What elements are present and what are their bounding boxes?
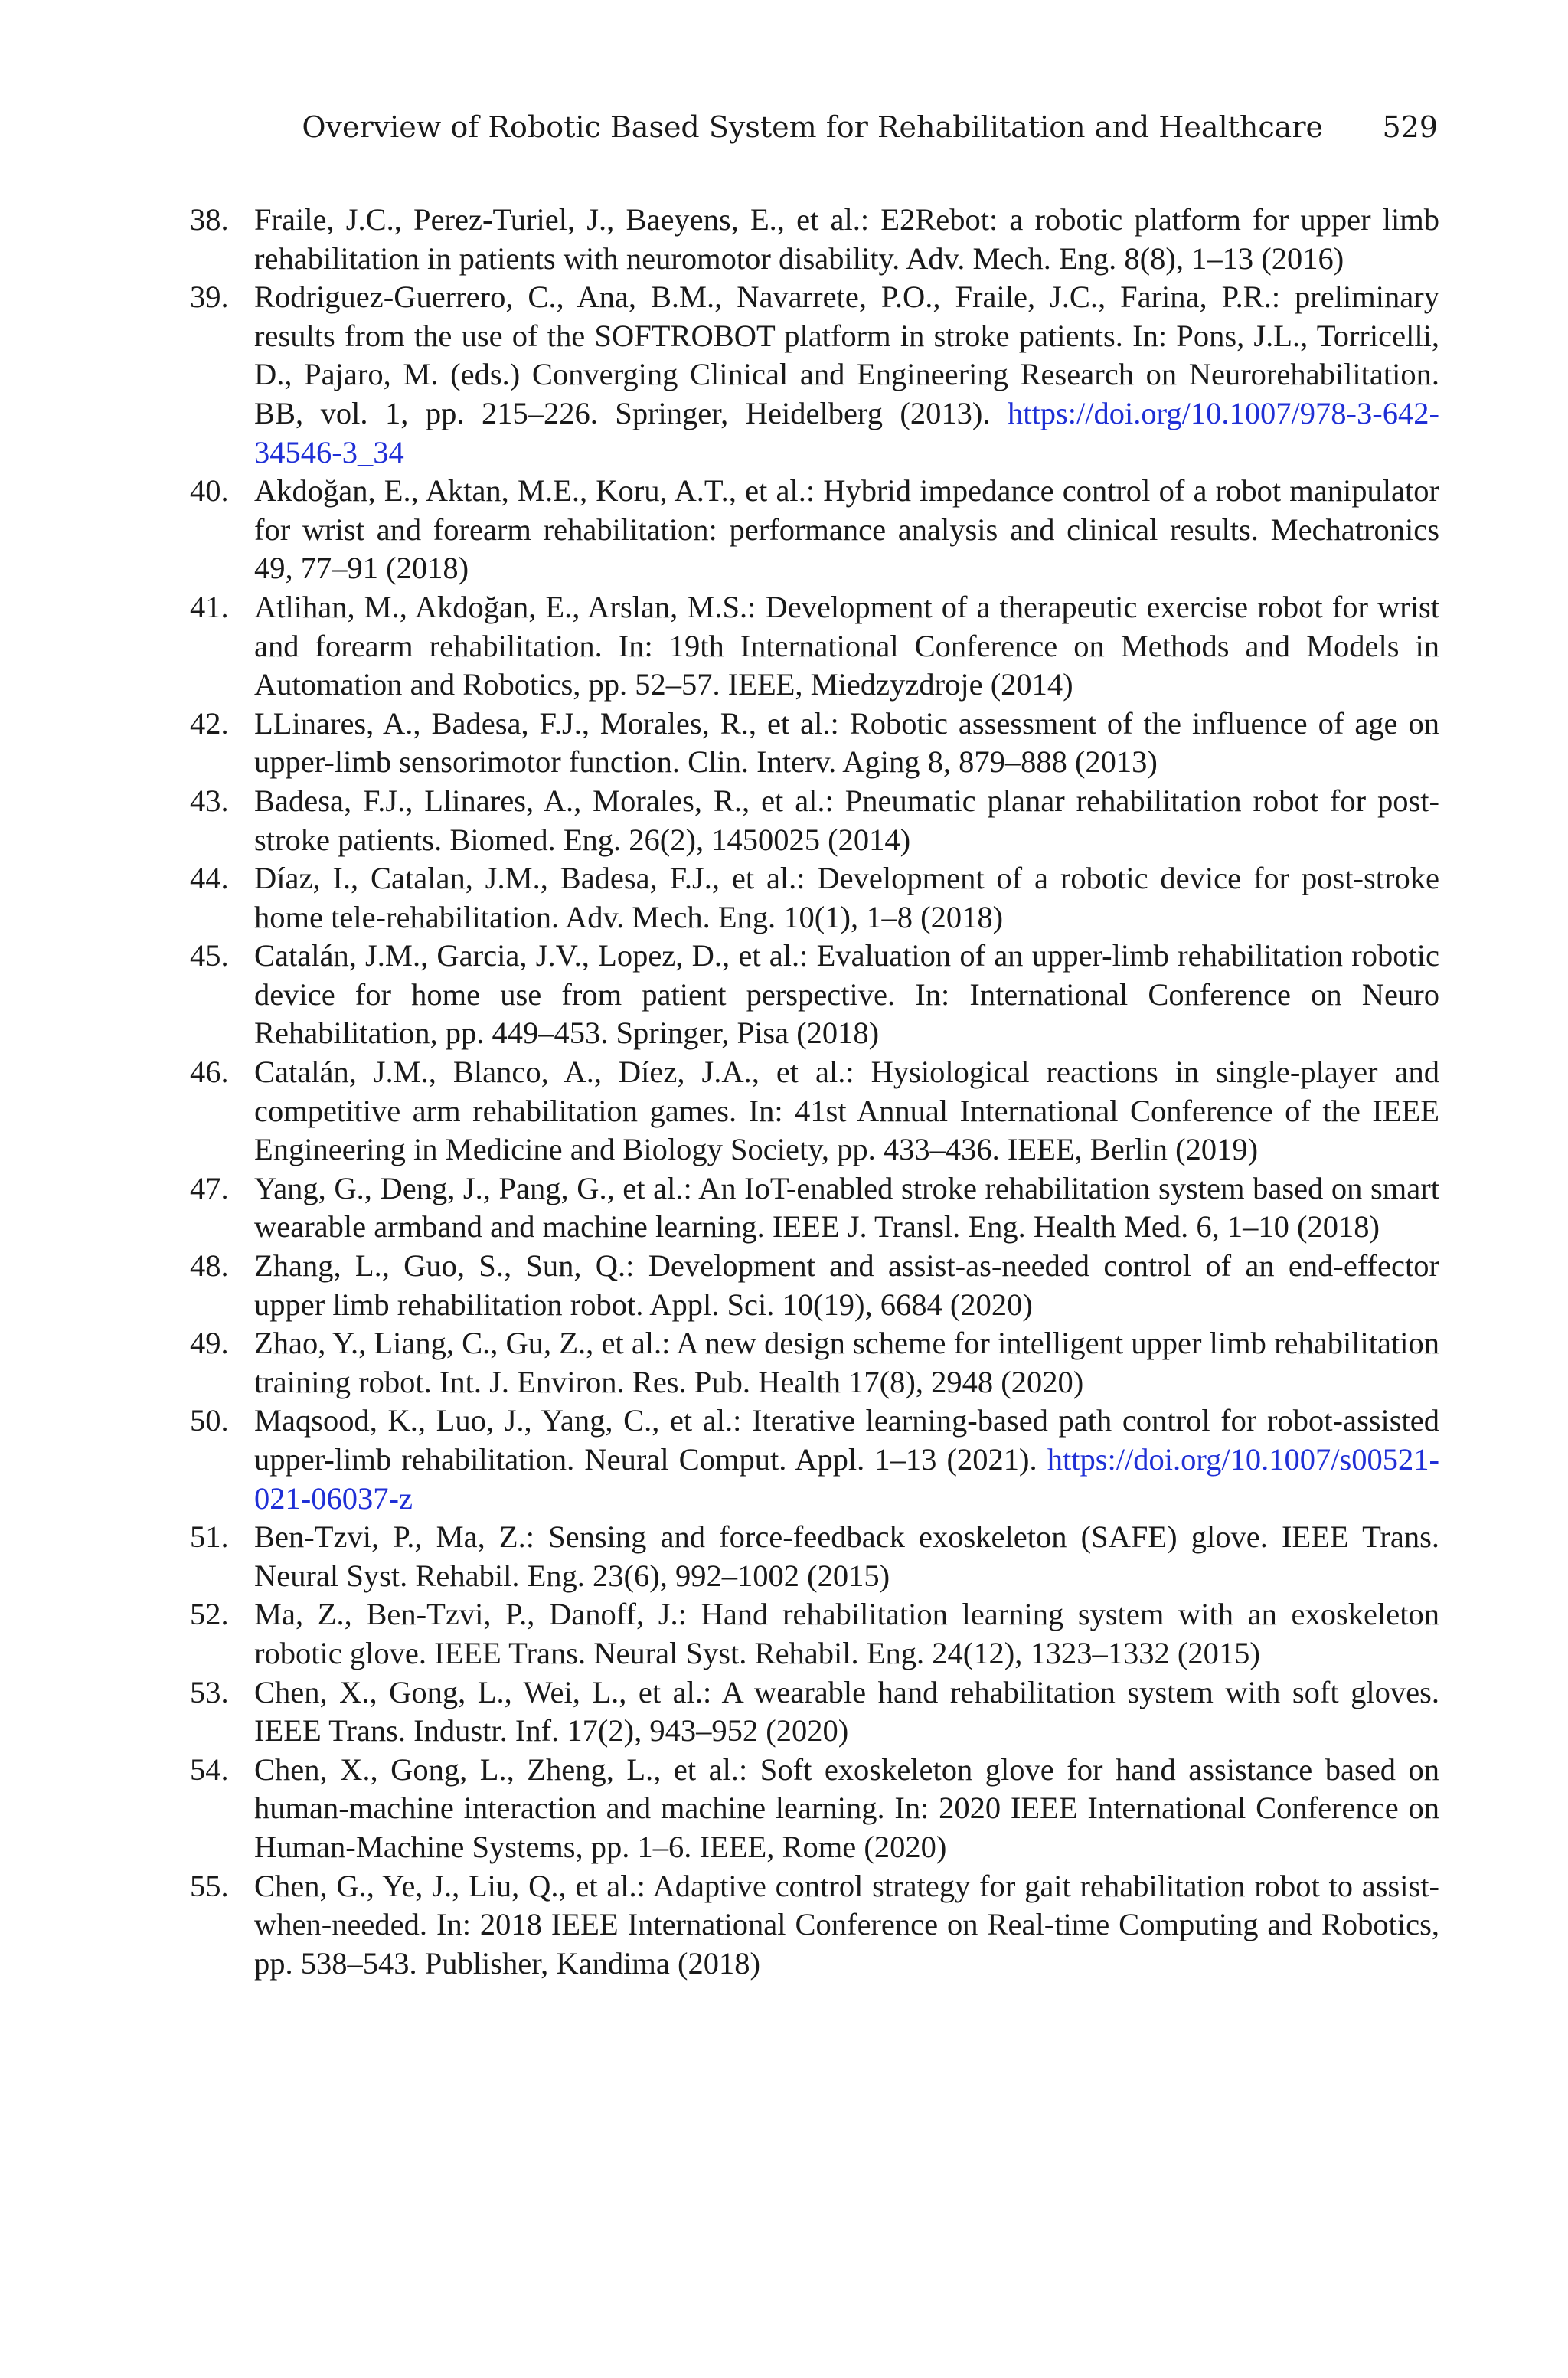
reference-item [190, 705, 1439, 782]
doi-link[interactable]: https://doi.org/10.1007/s00521-021-06037-z [254, 1442, 1439, 1516]
reference-text: Fraile, J.C., Perez-Turiel, J., Baeyens, E., et al.: E2Rebot: a robotic platform for upper limb rehabilitation in patients with neuromotor disability. Adv. Mech. Eng. 8(8), 1–13 (2016) [254, 202, 1439, 276]
reference-number: 53. [190, 1674, 229, 1709]
reference-text: Zhang, L., Guo, S., Sun, Q.: Development and assist-as-needed control of an end-effector upper limb rehabilitation robot. Appl. Sci. 10(19), 6684 (2020) [254, 1248, 1439, 1322]
reference-text: LLinares, A., Badesa, F.J., Morales, R., et al.: Robotic assessment of the influence of age on upper-limb sensorimotor function. Clin. Interv. Aging 8, 879–888 (2013) [254, 705, 1439, 780]
running-head [253, 104, 1438, 150]
reference-item [190, 859, 1439, 937]
reference-number: 51. [190, 1519, 229, 1555]
reference-item [190, 278, 1439, 472]
reference-text: Yang, G., Deng, J., Pang, G., et al.: An IoT-enabled stroke rehabilitation system based on smart wearable armband and machine learning. IEEE J. Transl. Eng. Health Med. 6, 1–10 (2018) [254, 1170, 1439, 1245]
reference-text: Catalán, J.M., Garcia, J.V., Lopez, D., et al.: Evaluation of an upper-limb rehabilitation robotic device for home use from patient perspective. In: International Conference on Neuro Rehabilitation, pp. 449–453. Springer, Pisa (2018) [254, 938, 1439, 1051]
reference-item [190, 1673, 1439, 1751]
reference-number: 48. [190, 1248, 229, 1284]
reference-item [190, 201, 1439, 278]
reference-item [190, 937, 1439, 1053]
reference-item [190, 1518, 1439, 1595]
reference-number: 52. [190, 1597, 229, 1632]
reference-list [190, 201, 1439, 1983]
reference-number: 47. [190, 1170, 229, 1205]
reference-item [190, 472, 1439, 588]
reference-number: 38. [190, 202, 229, 237]
reference-text: Ben-Tzvi, P., Ma, Z.: Sensing and force-feedback exoskeleton (SAFE) glove. IEEE Trans. Neural Syst. Rehabil. Eng. 23(6), 992–1002 (2015) [254, 1519, 1439, 1593]
reference-item [190, 1247, 1439, 1324]
reference-text: Atlihan, M., Akdoğan, E., Arslan, M.S.: Development of a therapeutic exercise robot for wrist and forearm rehabilitation. In: 19th International Conference on Methods and Models in Automation and Robotics, pp. 52–57. IEEE, Miedzyzdroje (2014) [254, 589, 1439, 702]
page-number: 529 [1382, 110, 1438, 144]
reference-number: 45. [190, 938, 229, 973]
reference-item [190, 1053, 1439, 1169]
reference-item [190, 588, 1439, 705]
reference-number: 46. [190, 1055, 229, 1090]
reference-item [190, 1169, 1439, 1247]
reference-text: Maqsood, K., Luo, J., Yang, C., et al.: Iterative learning-based path control for robot-assisted upper-limb rehabilitation. Neural Comput. Appl. 1–13 (2021). [254, 1403, 1439, 1477]
reference-number: 49. [190, 1326, 229, 1361]
reference-number: 43. [190, 783, 229, 818]
reference-number: 50. [190, 1403, 229, 1438]
reference-item [190, 1595, 1439, 1673]
running-title: Overview of Robotic Based System for Rehabilitation and Healthcare [302, 110, 1323, 144]
reference-item [190, 1324, 1439, 1402]
doi-link[interactable]: https://doi.org/10.1007/978-3-642-34546-3_34 [254, 395, 1440, 469]
reference-text: Chen, X., Gong, L., Zheng, L., et al.: Soft exoskeleton glove for hand assistance based on human-machine interaction and machine learning. In: 2020 IEEE International Conference on Human-Machine Systems, pp. 1–6. IEEE, Rome (2020) [254, 1752, 1439, 1864]
reference-text: Chen, G., Ye, J., Liu, Q., et al.: Adaptive control strategy for gait rehabilitation robot to assist-when-needed. In: 2018 IEEE International Conference on Real-time Computing and Robotics, pp. 538–543. Publisher, Kandima (2018) [254, 1868, 1439, 1981]
reference-number: 40. [190, 473, 229, 509]
reference-number: 42. [190, 705, 229, 741]
reference-number: 54. [190, 1752, 229, 1787]
reference-number: 41. [190, 589, 229, 624]
reference-item [190, 1751, 1439, 1867]
reference-item [190, 1402, 1439, 1518]
reference-item [190, 1867, 1439, 1984]
reference-number: 55. [190, 1868, 229, 1903]
reference-text: Catalán, J.M., Blanco, A., Díez, J.A., et al.: Hysiological reactions in single-player and competitive arm rehabilitation games. In: 41st Annual International Conference of the IEEE Engineering in Medicine and Biology Society, pp. 433–436. IEEE, Berlin (2019) [254, 1055, 1439, 1167]
reference-item [190, 782, 1439, 859]
reference-text: Díaz, I., Catalan, J.M., Badesa, F.J., et al.: Development of a robotic device for post-stroke home tele-rehabilitation. Adv. Mech. Eng. 10(1), 1–8 (2018) [254, 861, 1439, 934]
reference-text: Rodriguez-Guerrero, C., Ana, B.M., Navarrete, P.O., Fraile, J.C., Farina, P.R.: preliminary results from the use of the SOFTROBOT platform in stroke patients. In: Pons, J.L., Torricelli, D., Pajaro, M. (eds.) Converging Clinical and Engineering Research on Neurorehabilitation. BB, vol. 1, pp. 215–226. Springer, Heidelberg (2013). [254, 280, 1439, 430]
reference-text: Chen, X., Gong, L., Wei, L., et al.: A wearable hand rehabilitation system with soft gloves. IEEE Trans. Industr. Inf. 17(2), 943–952 (2020) [254, 1674, 1439, 1748]
reference-text: Akdoğan, E., Aktan, M.E., Koru, A.T., et al.: Hybrid impedance control of a robot manipulator for wrist and forearm rehabilitation: performance analysis and clinical results. Mechatronics 49, 77–91 (2018) [254, 473, 1439, 586]
reference-text: Ma, Z., Ben-Tzvi, P., Danoff, J.: Hand rehabilitation learning system with an exoskeleton robotic glove. IEEE Trans. Neural Syst. Rehabil. Eng. 24(12), 1323–1332 (2015) [254, 1597, 1439, 1670]
reference-text: Zhao, Y., Liang, C., Gu, Z., et al.: A new design scheme for intelligent upper limb rehabilitation training robot. Int. J. Environ. Res. Pub. Health 17(8), 2948 (2020) [254, 1326, 1439, 1399]
reference-number: 44. [190, 861, 229, 896]
reference-number: 39. [190, 280, 229, 315]
reference-text: Badesa, F.J., Llinares, A., Morales, R., et al.: Pneumatic planar rehabilitation robot for post-stroke patients. Biomed. Eng. 26(2), 1450025 (2014) [254, 783, 1439, 857]
